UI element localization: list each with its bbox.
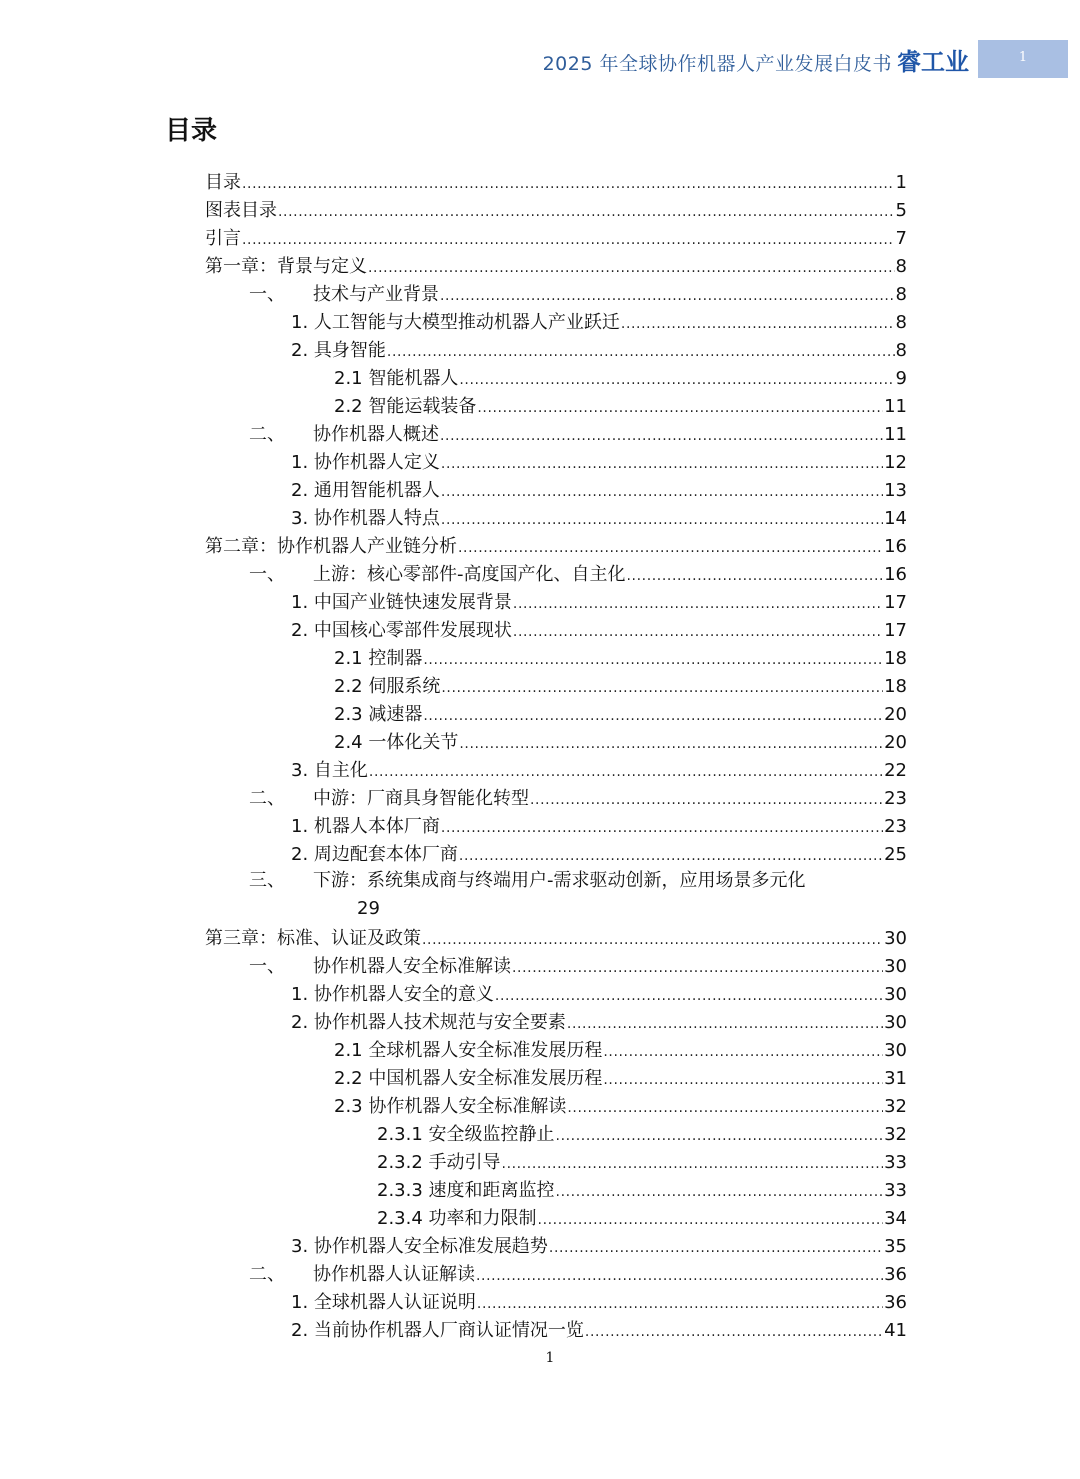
toc-title-text: 1. 人工智能与大模型推动机器人产业跃迁 (291, 312, 620, 333)
toc-dot-leader (369, 759, 883, 783)
toc-dot-leader (441, 507, 883, 531)
toc-entry-text (249, 283, 439, 307)
toc-dot-leader (387, 339, 895, 363)
toc-title-text: 协作机器人概述 (313, 424, 439, 445)
toc-page-number: 17 (884, 592, 907, 613)
toc-title-text: 2.4 一体化关节 (334, 732, 459, 753)
toc-entry[interactable] (205, 1035, 907, 1063)
toc-page-number: 18 (884, 648, 907, 669)
toc-entry-text (334, 731, 458, 755)
toc-entry[interactable] (205, 1119, 907, 1147)
toc-entry[interactable] (205, 811, 907, 839)
toc-page-number: 22 (884, 760, 907, 781)
toc-entry[interactable] (205, 727, 907, 755)
toc-dot-leader (441, 675, 883, 699)
toc-entry[interactable] (205, 951, 907, 979)
toc-page-number: 30 (884, 956, 907, 977)
toc-dot-leader (556, 1179, 884, 1203)
toc-title-text: 3. 自主化 (291, 760, 368, 781)
toc-entry[interactable] (205, 783, 907, 811)
toc-dot-leader (476, 1263, 883, 1287)
toc-entry[interactable] (205, 307, 907, 335)
toc-title-text: 第二章：协作机器人产业链分析 (205, 536, 457, 557)
toc-page-number: 30 (884, 1012, 907, 1033)
toc-entry-text (249, 423, 439, 447)
toc-page-number: 5 (895, 200, 907, 221)
toc-entry[interactable] (205, 699, 907, 727)
toc-entry[interactable] (205, 923, 907, 951)
toc-entry-text (249, 563, 626, 587)
toc-dot-leader (549, 1235, 883, 1259)
toc-page-number: 32 (884, 1096, 907, 1117)
toc-page-number: 11 (884, 396, 907, 417)
toc-entry[interactable] (205, 531, 907, 559)
toc-section-number: 一、 (249, 284, 285, 305)
toc-section-number: 一、 (249, 956, 285, 977)
toc-dot-leader (556, 1123, 884, 1147)
toc-page-number: 23 (884, 788, 907, 809)
toc-title-text: 上游：核心零部件-高度国产化、自主化 (313, 564, 626, 585)
toc-dot-leader (627, 563, 884, 587)
toc-title-text: 2. 周边配套本体厂商 (291, 844, 458, 865)
toc-entry-text (291, 759, 368, 783)
header-page-number: 1 (1018, 50, 1028, 65)
toc-title-text: 2.3.4 功率和力限制 (377, 1208, 537, 1229)
toc-page-number: 36 (884, 1292, 907, 1313)
toc-title-text: 技术与产业背景 (313, 284, 439, 305)
toc-title-text: 第一章：背景与定义 (205, 256, 367, 277)
toc-page-number: 25 (884, 844, 907, 865)
toc-dot-leader (513, 619, 883, 643)
toc-page-number: 8 (895, 284, 907, 305)
toc-page-number: 31 (884, 1068, 907, 1089)
toc-page-number: 9 (895, 368, 907, 389)
toc-entry[interactable] (205, 1231, 907, 1259)
toc-title-text: 2. 中国核心零部件发展现状 (291, 620, 512, 641)
toc-title-text: 2. 通用智能机器人 (291, 480, 440, 501)
toc-title-text: 1. 机器人本体厂商 (291, 816, 440, 837)
toc-dot-leader (603, 1039, 883, 1063)
toc-entry-text (249, 1263, 475, 1287)
toc-dot-leader (459, 731, 883, 755)
toc-page-number: 11 (884, 424, 907, 445)
toc-dot-leader (477, 1291, 883, 1315)
toc-page-number: 16 (884, 536, 907, 557)
toc-title-text: 协作机器人认证解读 (313, 1264, 475, 1285)
toc-dot-leader (603, 1067, 883, 1091)
toc-page-number: 8 (895, 340, 907, 361)
toc-entry-text (205, 535, 457, 559)
toc-page-number: 12 (884, 452, 907, 473)
toc-page-number: 1 (895, 172, 907, 193)
toc-entry-text (291, 1291, 476, 1315)
toc-title-text: 第三章：标准、认证及政策 (205, 928, 421, 949)
toc-entry-text (334, 367, 458, 391)
toc-page-number: 14 (884, 508, 907, 529)
toc-entry-text (291, 1319, 584, 1343)
toc-title-text: 引言 (205, 228, 241, 249)
toc-section-number: 二、 (249, 788, 285, 809)
toc-dot-leader (441, 451, 883, 475)
toc-entry-text (291, 619, 512, 643)
toc-entry[interactable] (205, 1063, 907, 1091)
toc-entry-text (377, 1207, 537, 1231)
toc-dot-leader (567, 1011, 883, 1035)
toc-title-text: 2.3.3 速度和距离监控 (377, 1180, 555, 1201)
toc-dot-leader (585, 1319, 883, 1343)
toc-page-number: 23 (884, 816, 907, 837)
toc-entry-text (291, 1235, 548, 1259)
toc-entry[interactable] (205, 755, 907, 783)
toc-title-text: 图表目录 (205, 200, 277, 221)
toc-entry-text (249, 955, 511, 979)
toc-dot-leader (440, 423, 883, 447)
toc-entry-text (291, 479, 440, 503)
toc-title-text: 2.1 控制器 (334, 648, 423, 669)
toc-title-text: 2. 协作机器人技术规范与安全要素 (291, 1012, 566, 1033)
toc-title-text: 2.1 全球机器人安全标准发展历程 (334, 1040, 603, 1061)
toc-title-text: 2.2 中国机器人安全标准发展历程 (334, 1068, 603, 1089)
toc-title-text: 3. 协作机器人特点 (291, 508, 440, 529)
toc-dot-leader (459, 367, 894, 391)
toc-entry-text (334, 1067, 602, 1091)
toc-entry-text (377, 1179, 555, 1203)
toc-title-text: 2.3.2 手动引导 (377, 1152, 501, 1173)
toc-entry-text (205, 227, 241, 251)
toc-page-number: 20 (884, 732, 907, 753)
toc-title-text: 2. 当前协作机器人厂商认证情况一览 (291, 1320, 584, 1341)
toc-title-text: 目录 (205, 172, 241, 193)
toc-dot-leader (567, 1095, 883, 1119)
toc-entry-text (205, 255, 367, 279)
toc-entry[interactable] (205, 335, 907, 363)
toc-entry[interactable] (205, 475, 907, 503)
toc-dot-leader (502, 1151, 884, 1175)
toc-entry-text (334, 1095, 566, 1119)
toc-dot-leader (278, 199, 895, 223)
toc-dot-leader (423, 703, 883, 727)
toc-entry-text (334, 647, 422, 671)
toc-dot-leader (538, 1207, 884, 1231)
toc-entry-text (249, 787, 529, 811)
toc-title-text: 2. 具身智能 (291, 340, 386, 361)
toc-entry-text (291, 815, 440, 839)
toc-entry[interactable] (205, 1259, 907, 1287)
toc-page-number: 17 (884, 620, 907, 641)
toc-title-text: 2.3 减速器 (334, 704, 423, 725)
toc-page-number: 33 (884, 1180, 907, 1201)
table-of-contents (205, 167, 907, 1343)
toc-entry[interactable] (205, 671, 907, 699)
toc-section-number: 一、 (249, 564, 285, 585)
toc-entry[interactable] (205, 1007, 907, 1035)
toc-entry[interactable] (205, 223, 907, 251)
toc-entry-text (377, 1123, 555, 1147)
toc-entry-text (291, 843, 458, 867)
toc-title-text: 1. 协作机器人定义 (291, 452, 440, 473)
toc-entry[interactable] (205, 1091, 907, 1119)
toc-title-text: 2.1 智能机器人 (334, 368, 459, 389)
page-header (0, 40, 1080, 80)
toc-entry[interactable] (205, 1175, 907, 1203)
toc-page-number: 29 (357, 898, 380, 919)
toc-dot-leader (621, 311, 895, 335)
toc-page-number: 34 (884, 1208, 907, 1229)
toc-entry[interactable] (205, 167, 907, 195)
toc-page-number: 16 (884, 564, 907, 585)
toc-entry[interactable] (205, 615, 907, 643)
toc-page-number: 13 (884, 480, 907, 501)
toc-entry-text (249, 870, 806, 891)
toc-page-number: 30 (884, 984, 907, 1005)
toc-dot-leader (458, 535, 883, 559)
toc-title-text: 1. 中国产业链快速发展背景 (291, 592, 512, 613)
toc-page-number: 7 (895, 228, 907, 249)
toc-title-text: 协作机器人安全标准解读 (313, 956, 511, 977)
toc-dot-leader (459, 843, 883, 867)
toc-entry-text (291, 339, 386, 363)
toc-entry-text (291, 311, 620, 335)
toc-entry-text (377, 1151, 501, 1175)
toc-section-number: 二、 (249, 1264, 285, 1285)
toc-title-text: 1. 协作机器人安全的意义 (291, 984, 494, 1005)
toc-entry[interactable] (205, 1287, 907, 1315)
toc-dot-leader (242, 227, 895, 251)
toc-dot-leader (368, 255, 895, 279)
toc-title-text: 2.2 伺服系统 (334, 676, 441, 697)
toc-page-number: 18 (884, 676, 907, 697)
toc-dot-leader (441, 479, 883, 503)
toc-dot-leader (422, 927, 883, 951)
header-title: 2025 年全球协作机器人产业发展白皮书 (542, 53, 892, 75)
toc-dot-leader (495, 983, 883, 1007)
toc-page-number: 20 (884, 704, 907, 725)
toc-entry-text (291, 983, 494, 1007)
toc-entry[interactable] (205, 419, 907, 447)
toc-entry[interactable] (205, 979, 907, 1007)
page-title: 目录 (165, 116, 218, 146)
toc-title-text: 2.3.1 安全级监控静止 (377, 1124, 555, 1145)
toc-entry-text (205, 199, 277, 223)
toc-page-number: 32 (884, 1124, 907, 1145)
toc-page-number: 30 (884, 928, 907, 949)
brand-logo-text: 睿工业 (897, 48, 969, 76)
toc-dot-leader (512, 955, 883, 979)
footer-page-number: 1 (545, 1350, 555, 1366)
toc-entry[interactable] (205, 839, 907, 867)
toc-dot-leader (423, 647, 883, 671)
toc-page-number: 36 (884, 1264, 907, 1285)
toc-title-text: 1. 全球机器人认证说明 (291, 1292, 476, 1313)
toc-entry[interactable] (205, 1203, 907, 1231)
toc-entry-text (291, 507, 440, 531)
toc-entry[interactable] (205, 195, 907, 223)
toc-entry-text (205, 171, 241, 195)
toc-entry[interactable] (205, 391, 907, 419)
toc-page-number: 8 (895, 256, 907, 277)
toc-title-text: 2.3 协作机器人安全标准解读 (334, 1096, 567, 1117)
toc-dot-leader (513, 591, 883, 615)
toc-entry[interactable] (205, 251, 907, 279)
toc-entry[interactable] (205, 559, 907, 587)
toc-page-number: 35 (884, 1236, 907, 1257)
toc-entry-text (334, 675, 440, 699)
toc-dot-leader (530, 787, 883, 811)
toc-entry[interactable] (205, 363, 907, 391)
toc-entry[interactable] (205, 279, 907, 307)
toc-entry-text (291, 591, 512, 615)
toc-entry[interactable] (205, 867, 907, 923)
toc-title-text: 3. 协作机器人安全标准发展趋势 (291, 1236, 548, 1257)
toc-entry-text (291, 1011, 566, 1035)
toc-section-number: 三、 (249, 870, 285, 891)
toc-dot-leader (441, 815, 883, 839)
toc-entry-text (291, 451, 440, 475)
header-page-box (978, 40, 1068, 78)
toc-entry[interactable] (205, 587, 907, 615)
toc-entry[interactable] (205, 447, 907, 475)
toc-entry-text (334, 1039, 602, 1063)
toc-page-number: 30 (884, 1040, 907, 1061)
toc-entry[interactable] (205, 503, 907, 531)
toc-page-number: 41 (884, 1320, 907, 1341)
toc-title-text: 下游：系统集成商与终端用户-需求驱动创新，应用场景多元化 (313, 870, 806, 891)
toc-section-number: 二、 (249, 424, 285, 445)
toc-entry[interactable] (205, 643, 907, 671)
toc-dot-leader (477, 395, 883, 419)
toc-title-text: 中游：厂商具身智能化转型 (313, 788, 529, 809)
toc-entry-text (334, 703, 422, 727)
toc-entry[interactable] (205, 1315, 907, 1343)
toc-dot-leader (440, 283, 895, 307)
toc-entry[interactable] (205, 1147, 907, 1175)
toc-page-number: 33 (884, 1152, 907, 1173)
toc-entry-text (334, 395, 476, 419)
toc-page-number: 8 (895, 312, 907, 333)
toc-title-text: 2.2 智能运载装备 (334, 396, 477, 417)
toc-entry-text (205, 927, 421, 951)
toc-dot-leader (242, 171, 895, 195)
